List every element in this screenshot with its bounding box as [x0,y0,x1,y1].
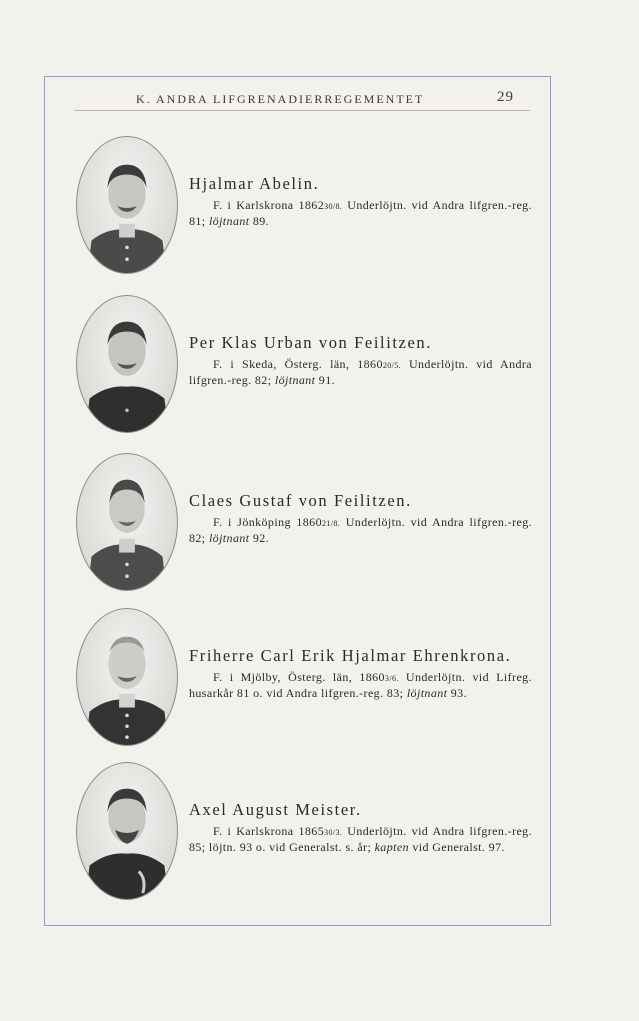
officer-bio: F. i Karlskrona 186230/8. Underlöjtn. vid Andra lifgren.-reg. 81; löjtnant 89. [189,198,532,228]
officer-bio: F. i Jönköping 186021/8. Underlöjtn. vid Andra lifgren.-reg. 82; löjtnant 92. [189,515,533,545]
officer-name: Hjalmar Abelin. [189,174,320,193]
portrait-image [77,296,177,432]
officer-name: Axel August Meister. [189,800,362,819]
officer-bio: F. i Skeda, Österg. län, 186020/5. Underlöjtn. vid Andra lifgren.-reg. 82; löjtnant 91. [189,357,532,387]
officer-name: Friherre Carl Erik Hjalmar Ehrenkrona. [189,646,512,665]
page-number: 29 [497,89,514,105]
officer-name: Per Klas Urban von Feilitzen. [189,333,432,352]
running-header [74,90,530,111]
portrait-photo [76,762,178,900]
portrait-image [77,763,177,899]
header-title: K. ANDRA LIFGRENADIERREGEMENTET [136,92,425,106]
officer-entry [76,762,532,902]
officer-bio: F. i Karlskrona 186530/3. Underlöjtn. vid Andra lifgren.-reg. 85; löjtn. 93 o. vid Generalst. s. år; kapten vid Generalst. 97. [189,824,532,854]
officer-name: Claes Gustaf von Feilitzen. [189,491,412,510]
portrait-image [77,454,177,590]
portrait-photo [76,608,178,746]
portrait-image [77,137,177,273]
portrait-image [77,609,177,745]
officer-entry [76,295,532,435]
portrait-photo [76,295,178,433]
officer-bio: F. i Mjölby, Österg. län, 18603/6. Underlöjtn. vid Lifreg. husarkår 81 o. vid Andra lifgren.-reg. 83; löjtnant 93. [189,670,532,700]
officer-entry [76,453,532,593]
portrait-photo [76,453,178,591]
officer-entry [76,136,532,276]
officer-entry [76,608,532,748]
portrait-photo [76,136,178,274]
